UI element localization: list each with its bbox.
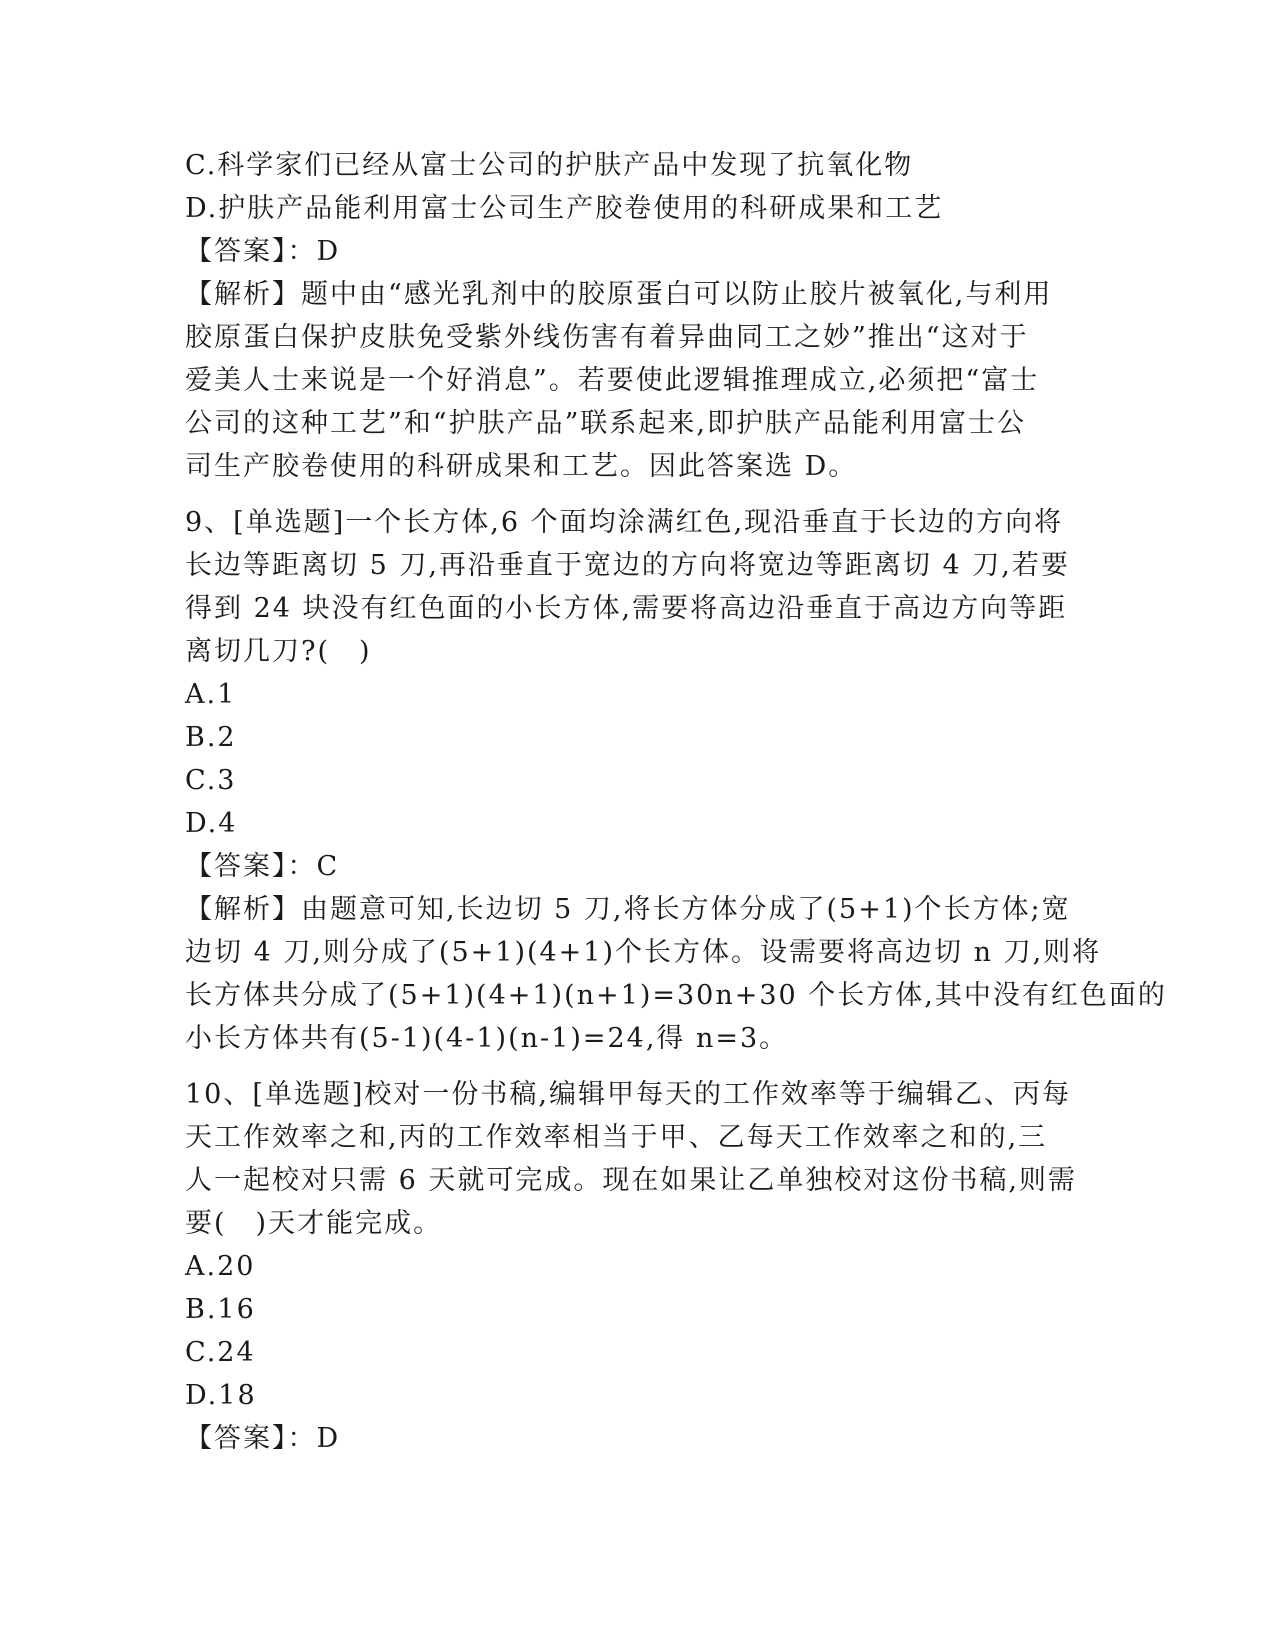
analysis-line: 司生产胶卷使用的科研成果和工艺。因此答案选 D。	[185, 451, 858, 482]
option-a: A.1	[185, 679, 237, 710]
answer: 【答案】：D	[185, 236, 341, 267]
page-content	[185, 144, 1167, 1460]
answer: 【答案】：C	[185, 851, 340, 882]
question-stem-line: 人一起校对只需 6 天就可完成。现在如果让乙单独校对这份书稿,则需	[185, 1165, 1077, 1196]
question-stem-line: 离切几刀?( )	[185, 636, 372, 667]
option-c: C.24	[185, 1337, 256, 1368]
option-b: B.2	[185, 722, 237, 753]
question-8-tail	[185, 144, 1085, 488]
option-d: D.18	[185, 1380, 257, 1411]
question-10	[185, 1073, 1085, 1460]
analysis-line: 公司的这种工艺”和“护肤产品”联系起来,即护肤产品能利用富士公	[185, 408, 1026, 439]
analysis-line: 边切 4 刀,则分成了(5+1)(4+1)个长方体。设需要将高边切 n 刀,则将	[185, 937, 1102, 968]
question-stem-line: 长边等距离切 5 刀,再沿垂直于宽边的方向将宽边等距离切 4 刀,若要	[185, 550, 1070, 581]
option-a: A.20	[185, 1251, 256, 1282]
option-c: C.3	[185, 765, 237, 796]
answer: 【答案】：D	[185, 1423, 341, 1454]
analysis-line: 【解析】由题意可知,长边切 5 刀,将长方体分成了(5+1)个长方体;宽	[185, 894, 1071, 925]
question-stem-line: 要( )天才能完成。	[185, 1208, 443, 1239]
option-d: D.4	[185, 808, 238, 839]
question-9	[185, 501, 1167, 1060]
option-d: D.护肤产品能利用富士公司生产胶卷使用的科研成果和工艺	[185, 193, 944, 224]
analysis	[185, 888, 1167, 1060]
option-b: B.16	[185, 1294, 256, 1325]
analysis	[185, 273, 1085, 488]
question-stem-line: 天工作效率之和,丙的工作效率相当于甲、乙每天工作效率之和的,三	[185, 1122, 1048, 1153]
analysis-line: 小长方体共有(5-1)(4-1)(n-1)=24,得 n=3。	[185, 1023, 789, 1054]
analysis-line: 【解析】题中由“感光乳剂中的胶原蛋白可以防止胶片被氧化,与利用	[185, 279, 1053, 310]
question-stem-line: 得到 24 块没有红色面的小长方体,需要将高边沿垂直于高边方向等距	[185, 593, 1068, 624]
question-stem-line: 9、[单选题]一个长方体,6 个面均涂满红色,现沿垂直于长边的方向将	[185, 507, 1064, 538]
analysis-line: 胶原蛋白保护皮肤免受紫外线伤害有着异曲同工之妙”推出“这对于	[185, 322, 1029, 353]
question-stem-line: 10、[单选题]校对一份书稿,编辑甲每天的工作效率等于编辑乙、丙每	[185, 1079, 1072, 1110]
option-c: C.科学家们已经从富士公司的护肤产品中发现了抗氧化物	[185, 150, 914, 181]
analysis-line: 长方体共分成了(5+1)(4+1)(n+1)=30n+30 个长方体,其中没有红色面的	[185, 980, 1167, 1011]
analysis-line: 爱美人士来说是一个好消息”。若要使此逻辑推理成立,必须把“富士	[185, 365, 1040, 396]
